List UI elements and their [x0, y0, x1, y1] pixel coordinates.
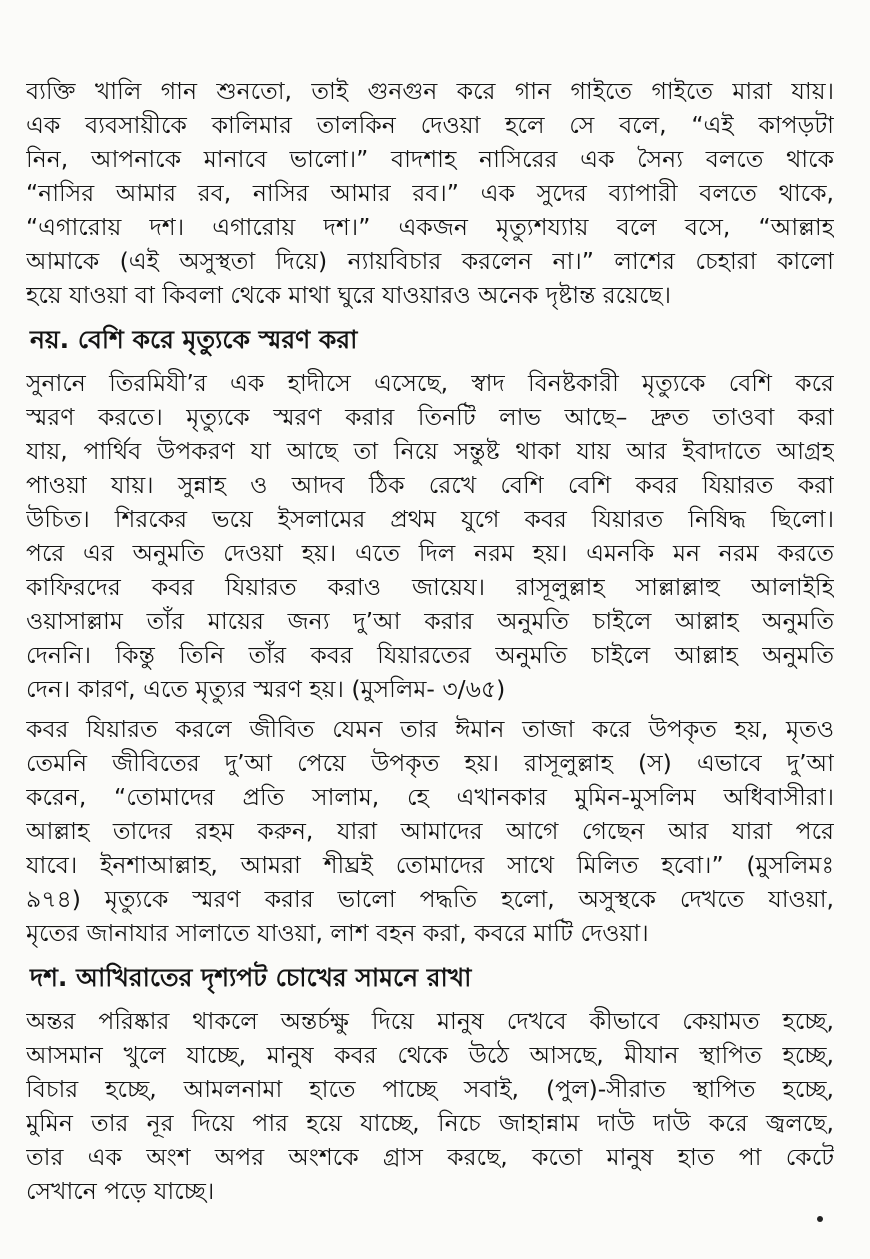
- text-line: যায়, পার্থিব উপকরণ যা আছে তা নিয়ে সন্তুষ্ট থাকা যায় আর ইবাদাতে আগ্রহ: [26, 437, 834, 465]
- paragraph: [26, 74, 834, 312]
- text-line: সুনানে তিরমিযী’র এক হাদীসে এসেছে, স্বাদ বিনষ্টকারী মৃত্যুকে বেশি করে: [26, 369, 834, 397]
- text-line: ব্যক্তি খালি গান শুনতো, তাই গুনগুন করে গান গাইতে গাইতে মারা যায়।: [26, 77, 834, 105]
- text-line: আসমান খুলে যাচ্ছে, মানুষ কবর থেকে উঠে আসছে, মীযান স্থাপিত হচ্ছে,: [26, 1041, 834, 1069]
- text-line: স্মরণ করতে। মৃত্যুকে স্মরণ করার তিনটি লাভ আছে– দ্রুত তাওবা করা: [26, 403, 834, 431]
- ink-dot: [817, 1216, 823, 1222]
- text-line: দেননি। কিন্তু তিনি তাঁর কবর যিয়ারতের অনুমতি চাইলে আল্লাহ অনুমতি: [26, 641, 834, 669]
- text-line: “নাসির আমার রব, নাসির আমার রব।” এক সুদের ব্যাপারী বলতে থাকে,: [26, 179, 834, 207]
- text-line: “এগারোয় দশ। এগারোয় দশ।” একজন মৃত্যুশয্যায় বলে বসে, “আল্লাহ: [26, 213, 834, 241]
- text-line: বিচার হচ্ছে, আমলনামা হাতে পাচ্ছে সবাই, (পুল)-সীরাত স্থাপিত হচ্ছে,: [26, 1075, 834, 1103]
- page-body: [26, 74, 834, 1214]
- text-line: হয়ে যাওয়া বা কিবলা থেকে মাথা ঘুরে যাওয়ারও অনেক দৃষ্টান্ত রয়েছে।: [26, 281, 672, 309]
- paragraph: [26, 366, 834, 706]
- text-line: পরে এর অনুমতি দেওয়া হয়। এতে দিল নরম হয়। এমনকি মন নরম করতে: [26, 539, 834, 567]
- text-line: উচিত। শিরকের ভয়ে ইসলামের প্রথম যুগে কবর যিয়ারত নিষিদ্ধ ছিলো।: [26, 505, 834, 533]
- text-line: এক ব্যবসায়ীকে কালিমার তালকিন দেওয়া হলে সে বলে, “এই কাপড়টা: [26, 111, 834, 139]
- text-line: ওয়াসাল্লাম তাঁর মায়ের জন্য দু’আ করার অনুমতি চাইলে আল্লাহ অনুমতি: [26, 607, 834, 635]
- text-line: করেন, “তোমাদের প্রতি সালাম, হে এখানকার মুমিন-মুসলিম অধিবাসীরা।: [26, 783, 834, 811]
- text-line: সেখানে পড়ে যাচ্ছে।: [26, 1177, 215, 1205]
- paragraph: [26, 712, 834, 950]
- text-line: মুমিন তার নূর দিয়ে পার হয়ে যাচ্ছে, নিচে জাহান্নাম দাউ দাউ করে জ্বলছে,: [26, 1109, 834, 1137]
- text-line: কাফিরদের কবর যিয়ারত করাও জায়েয। রাসূলুল্লাহ সাল্লাল্লাহু আলাইহি: [26, 573, 834, 601]
- text-line: তেমনি জীবিতের দু’আ পেয়ে উপকৃত হয়। রাসূলুল্লাহ (স) এভাবে দু’আ: [26, 749, 834, 777]
- paragraph: [26, 1004, 834, 1208]
- text-line: মৃতের জানাযার সালাতে যাওয়া, লাশ বহন করা, কবরে মাটি দেওয়া।: [26, 919, 649, 947]
- section-heading: নয়. বেশি করে মৃত্যুকে স্মরণ করা: [30, 325, 358, 354]
- text-line: দেন। কারণ, এতে মৃত্যুর স্মরণ হয়। (মুসলিম- ৩/৬৫): [26, 675, 506, 703]
- text-line: তার এক অংশ অপর অংশকে গ্রাস করছে, কতো মানুষ হাত পা কেটে: [26, 1143, 834, 1171]
- text-line: যাবে। ইনশাআল্লাহ, আমরা শীঘ্রই তোমাদের সাথে মিলিত হবো।” (মুসলিমঃ: [26, 851, 834, 879]
- section-heading: দশ. আখিরাতের দৃশ্যপট চোখের সামনে রাখা: [30, 963, 472, 992]
- text-line: পাওয়া যায়। সুন্নাহ ও আদব ঠিক রেখে বেশি বেশি কবর যিয়ারত করা: [26, 471, 834, 499]
- text-line: অন্তর পরিষ্কার থাকলে অন্তর্চক্ষু দিয়ে মানুষ দেখবে কীভাবে কেয়ামত হচ্ছে,: [26, 1007, 834, 1035]
- text-line: কবর যিয়ারত করলে জীবিত যেমন তার ঈমান তাজা করে উপকৃত হয়, মৃতও: [26, 715, 834, 743]
- text-line: নিন, আপনাকে মানাবে ভালো।” বাদশাহ নাসিরের এক সৈন্য বলতে থাকে: [26, 145, 834, 173]
- text-line: ৯৭৪) মৃত্যুকে স্মরণ করার ভালো পদ্ধতি হলো, অসুস্থকে দেখতে যাওয়া,: [26, 885, 834, 913]
- text-line: আল্লাহ তাদের রহম করুন, যারা আমাদের আগে গেছেন আর যারা পরে: [26, 817, 834, 845]
- text-line: আমাকে (এই অসুস্থতা দিয়ে) ন্যায়বিচার করলেন না।” লাশের চেহারা কালো: [26, 247, 834, 275]
